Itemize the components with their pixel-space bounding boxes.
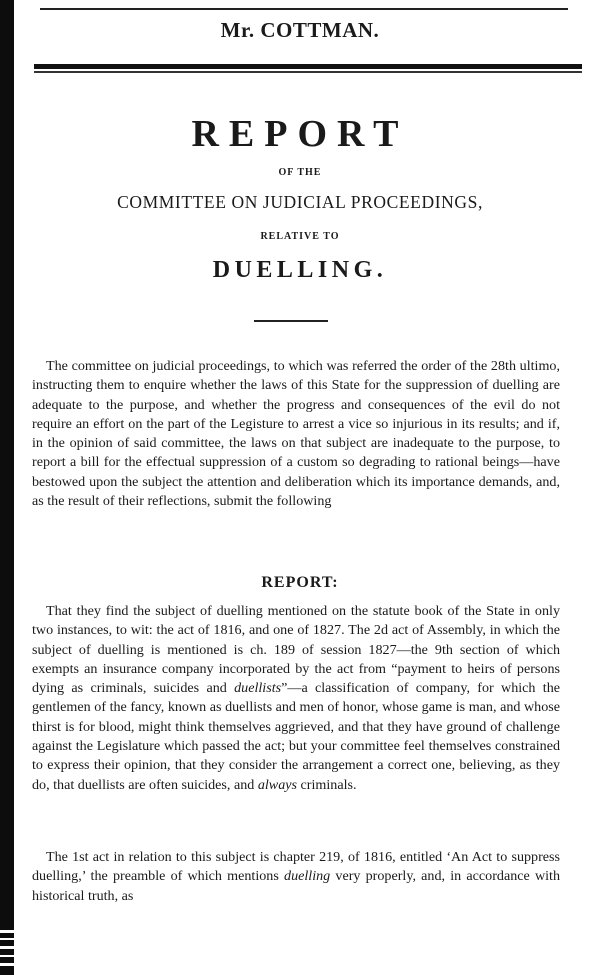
body-paragraph-1-italic-b: always bbox=[257, 776, 297, 793]
title-separator-rule bbox=[254, 320, 328, 322]
header-thick-rule bbox=[34, 64, 582, 69]
relative-to-label: RELATIVE TO bbox=[260, 231, 340, 242]
body-paragraph-1-part-c: criminals. bbox=[297, 776, 357, 793]
report-subheading: REPORT: bbox=[261, 574, 339, 591]
body-paragraph-1-italic-a: duellists bbox=[234, 680, 282, 697]
subject-title: DUELLING. bbox=[212, 257, 388, 283]
intro-paragraph: The committee on judicial proceedings, to which was referred the order of the 28th ultimo, instructing them to enquire whether the laws of this State for the suppression of duelling are adequate to the purpose, and whether the progress and consequences of the evil do not require an effort on the part of the Legisture to arrest a vice so injurious in its results; and if, in the opinion of said committee, the laws on that subject are inadequate to the purpose, to report a bill for the effectual suppression of a custom so degrading to rational beings—have bestowed upon the subject the attention and deliberation which its importance demands, and, as the result of their reflections, submit the following bbox=[32, 358, 560, 510]
header-thin-rule bbox=[34, 71, 582, 73]
of-the-label: OF THE bbox=[278, 167, 322, 178]
body-paragraph-2-italic: duelling bbox=[284, 868, 331, 885]
body-paragraph-2 bbox=[32, 848, 560, 906]
report-title: REPORT bbox=[191, 113, 409, 155]
body-paragraph-1-part-a: That they find the subject of duelling mentioned on the statute book of the State in only two instances, to wit: the act of 1816, and one of 1827. The 2d act of Assembly, in which the subject of duelling is mentioned is ch. 189 of session 1827—the 9th section of which exempts an insurance company incorporated by the act from “payment to heirs of persons dying as criminals, suicides and bbox=[32, 603, 560, 697]
body-paragraph-1-part-b: ”—a classification of company, for which the gentlemen of the fancy, known as duellists and men of honor, whose game is man, and whose thirst is for blood, might think themselves aggrieved, and that they have ground of challenge against the Legislature which passed the act; but your committee feel themselves constrained to express their opinion, that they consider the arrangement a correct one, believing, as they do, that duellists are often suicides, and bbox=[32, 680, 560, 793]
author-heading: Mr. COTTMAN. bbox=[220, 18, 380, 42]
body-paragraph-2-part-a: The 1st act in relation to this subject is chapter 219, of 1816, entitled ‘An Act to suppress duelling,’ the preamble of which mentions bbox=[32, 849, 560, 885]
top-rule bbox=[40, 8, 568, 10]
body-paragraph-1 bbox=[32, 602, 560, 795]
body-paragraph-2-part-b: very properly, and, in accordance with historical truth, as bbox=[32, 868, 561, 904]
committee-name: COMMITTEE ON JUDICIAL PROCEEDINGS, bbox=[117, 192, 483, 212]
